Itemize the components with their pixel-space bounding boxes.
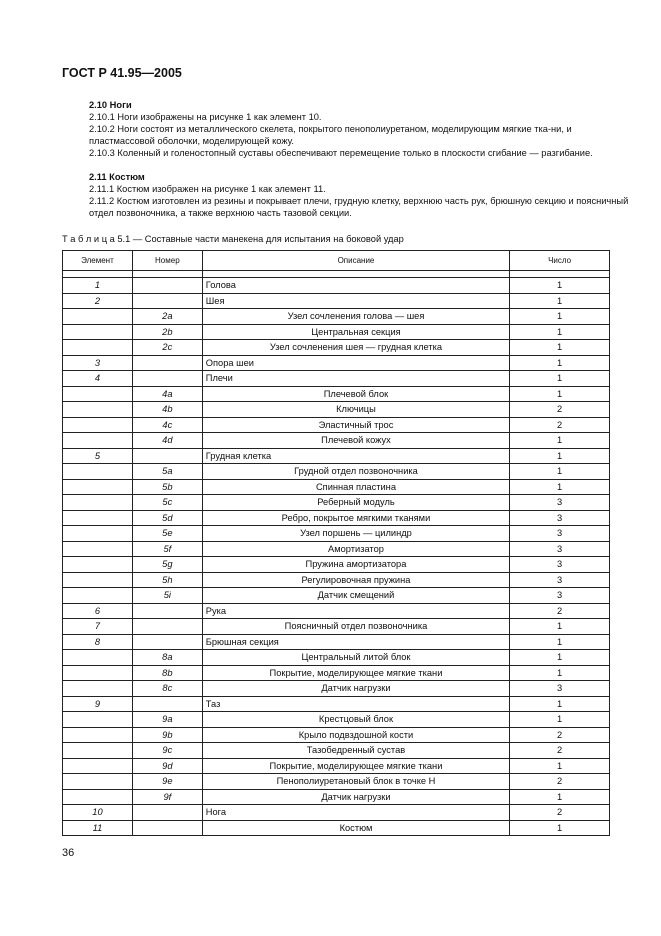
cell-element: [63, 681, 133, 697]
cell-number: 4c: [132, 417, 202, 433]
cell-element: [63, 464, 133, 480]
cell-count: 1: [510, 758, 610, 774]
cell-description: Центральный литой блок: [202, 650, 509, 666]
cell-description: Реберный модуль: [202, 495, 509, 511]
cell-description: Голова: [202, 278, 509, 294]
cell-element: [63, 712, 133, 728]
paragraph: 2.10.1 Ноги изображены на рисунке 1 как элемент 10.: [89, 112, 322, 122]
cell-description: Нога: [202, 805, 509, 821]
table-row: [63, 758, 610, 774]
table-row: [63, 681, 610, 697]
cell-count: 3: [510, 495, 610, 511]
cell-count: 1: [510, 820, 610, 836]
paragraph: 2.11.1 Костюм изображен на рисунке 1 как элемент 11.: [89, 184, 326, 194]
cell-element: [63, 510, 133, 526]
cell-element: [63, 572, 133, 588]
cell-count: 2: [510, 417, 610, 433]
cell-count: 3: [510, 510, 610, 526]
cell-count: 3: [510, 588, 610, 604]
cell-description: Плечевой кожух: [202, 433, 509, 449]
table-row: [63, 417, 610, 433]
document-header: ГОСТ Р 41.95—2005: [62, 66, 182, 80]
cell-number: [132, 820, 202, 836]
cell-description: Шея: [202, 293, 509, 309]
cell-count: 1: [510, 665, 610, 681]
cell-count: 3: [510, 526, 610, 542]
cell-element: [63, 495, 133, 511]
cell-number: 8a: [132, 650, 202, 666]
cell-element: 10: [63, 805, 133, 821]
cell-description: Крестцовый блок: [202, 712, 509, 728]
cell-number: 5a: [132, 464, 202, 480]
paragraph: 2.10.2 Ноги состоят из металлического скелета, покрытого пенополиуретаном, моделирующим мягкие тка-ни, и пластмассовой оболочки, моделирующей кожу.: [89, 124, 572, 147]
cell-description: Датчик нагрузки: [202, 789, 509, 805]
table-caption: Т а б л и ц а 5.1 — Составные части манекена для испытания на боковой удар: [62, 234, 404, 244]
cell-element: [63, 557, 133, 573]
cell-description: Покрытие, моделирующее мягкие ткани: [202, 665, 509, 681]
cell-element: 11: [63, 820, 133, 836]
cell-number: 9b: [132, 727, 202, 743]
cell-number: [132, 293, 202, 309]
cell-element: [63, 309, 133, 325]
cell-number: [132, 448, 202, 464]
cell-count: 1: [510, 712, 610, 728]
table-row: [63, 526, 610, 542]
cell-element: [63, 324, 133, 340]
cell-element: [63, 417, 133, 433]
table-row: [63, 309, 610, 325]
table-row: [63, 371, 610, 387]
cell-element: 4: [63, 371, 133, 387]
table-row: [63, 293, 610, 309]
cell-count: 1: [510, 355, 610, 371]
table-row: [63, 774, 610, 790]
cell-description: Ключицы: [202, 402, 509, 418]
cell-element: 6: [63, 603, 133, 619]
cell-count: 1: [510, 371, 610, 387]
cell-number: [132, 619, 202, 635]
cell-element: 3: [63, 355, 133, 371]
table-row: [63, 479, 610, 495]
cell-count: 1: [510, 619, 610, 635]
cell-number: 9f: [132, 789, 202, 805]
cell-count: 1: [510, 650, 610, 666]
cell-count: 2: [510, 402, 610, 418]
cell-element: [63, 588, 133, 604]
cell-number: 4a: [132, 386, 202, 402]
table-row: [63, 743, 610, 759]
section-heading-suit: 2.11 Костюм: [89, 172, 145, 182]
table-row: [63, 340, 610, 356]
cell-count: 2: [510, 774, 610, 790]
section-heading-legs: 2.10 Ноги: [89, 100, 132, 110]
cell-description: Узел сочленения голова — шея: [202, 309, 509, 325]
header-description: Описание: [202, 251, 509, 271]
cell-description: Датчик нагрузки: [202, 681, 509, 697]
table-row: [63, 386, 610, 402]
cell-element: [63, 650, 133, 666]
table-row: [63, 820, 610, 836]
cell-number: 5h: [132, 572, 202, 588]
cell-count: 3: [510, 681, 610, 697]
cell-number: [132, 355, 202, 371]
cell-description: Ребро, покрытое мягкими тканями: [202, 510, 509, 526]
cell-number: 5f: [132, 541, 202, 557]
cell-description: Тазобедренный сустав: [202, 743, 509, 759]
cell-count: 2: [510, 603, 610, 619]
cell-number: [132, 805, 202, 821]
cell-description: Крыло подвздошной кости: [202, 727, 509, 743]
cell-description: Пенополиуретановый блок в точке H: [202, 774, 509, 790]
cell-number: 2a: [132, 309, 202, 325]
table-row: [63, 402, 610, 418]
cell-number: 5b: [132, 479, 202, 495]
cell-count: 1: [510, 789, 610, 805]
table-row: [63, 541, 610, 557]
table-row: [63, 712, 610, 728]
cell-description: Костюм: [202, 820, 509, 836]
cell-description: Узел сочленения шея — грудная клетка: [202, 340, 509, 356]
cell-element: [63, 402, 133, 418]
cell-number: 5i: [132, 588, 202, 604]
cell-description: Пружина амортизатора: [202, 557, 509, 573]
table-row: [63, 805, 610, 821]
cell-count: 1: [510, 433, 610, 449]
table-row: [63, 789, 610, 805]
table-row: [63, 572, 610, 588]
table-row: [63, 696, 610, 712]
cell-element: 8: [63, 634, 133, 650]
cell-description: Плечевой блок: [202, 386, 509, 402]
cell-element: [63, 541, 133, 557]
cell-element: 1: [63, 278, 133, 294]
table-row: [63, 650, 610, 666]
cell-element: [63, 386, 133, 402]
table-row: [63, 619, 610, 635]
cell-number: [132, 371, 202, 387]
cell-description: Рука: [202, 603, 509, 619]
table-row: [63, 634, 610, 650]
table-row: [63, 727, 610, 743]
cell-description: Опора шеи: [202, 355, 509, 371]
paragraph: 2.10.3 Коленный и голеностопный суставы обеспечивают перемещение только в плоскости сгибание — разгибание.: [89, 148, 593, 158]
cell-number: 9e: [132, 774, 202, 790]
cell-element: 7: [63, 619, 133, 635]
cell-description: Центральная секция: [202, 324, 509, 340]
paragraph: 2.11.2 Костюм изготовлен из резины и покрывает плечи, грудную клетку, верхнюю часть рук, брюшную секцию и поясничный отдел позвоночника, а также верхнюю часть тазовой секции.: [89, 196, 629, 219]
cell-element: [63, 479, 133, 495]
cell-count: 3: [510, 541, 610, 557]
cell-count: 1: [510, 324, 610, 340]
cell-description: Эластичный трос: [202, 417, 509, 433]
cell-number: 2b: [132, 324, 202, 340]
cell-element: 5: [63, 448, 133, 464]
cell-count: 2: [510, 805, 610, 821]
cell-description: Спинная пластина: [202, 479, 509, 495]
components-table: [62, 250, 610, 836]
table-row: [63, 603, 610, 619]
header-number: Номер: [132, 251, 202, 271]
cell-number: 5c: [132, 495, 202, 511]
cell-number: [132, 603, 202, 619]
table-row: [63, 464, 610, 480]
cell-count: 2: [510, 727, 610, 743]
cell-element: [63, 743, 133, 759]
table-row: [63, 278, 610, 294]
cell-count: 1: [510, 278, 610, 294]
cell-description: Плечи: [202, 371, 509, 387]
cell-element: [63, 758, 133, 774]
cell-number: 9a: [132, 712, 202, 728]
cell-element: [63, 727, 133, 743]
cell-number: 9c: [132, 743, 202, 759]
cell-description: Грудная клетка: [202, 448, 509, 464]
page-number: 36: [62, 847, 75, 859]
cell-element: [63, 340, 133, 356]
table-row: [63, 588, 610, 604]
cell-count: 1: [510, 340, 610, 356]
cell-element: [63, 774, 133, 790]
cell-number: [132, 696, 202, 712]
cell-number: 5e: [132, 526, 202, 542]
cell-count: 1: [510, 293, 610, 309]
cell-count: 1: [510, 386, 610, 402]
header-count: Число: [510, 251, 610, 271]
table-row: [63, 495, 610, 511]
cell-count: 1: [510, 448, 610, 464]
cell-count: 1: [510, 464, 610, 480]
cell-count: 2: [510, 743, 610, 759]
cell-element: [63, 789, 133, 805]
cell-count: 3: [510, 557, 610, 573]
cell-count: 1: [510, 479, 610, 495]
cell-count: 1: [510, 696, 610, 712]
cell-element: [63, 665, 133, 681]
cell-number: 4d: [132, 433, 202, 449]
cell-description: Брюшная секция: [202, 634, 509, 650]
header-element: Элемент: [63, 251, 133, 271]
cell-description: Таз: [202, 696, 509, 712]
cell-description: Датчик смещений: [202, 588, 509, 604]
cell-description: Покрытие, моделирующее мягкие ткани: [202, 758, 509, 774]
table-row: [63, 510, 610, 526]
table-row: [63, 324, 610, 340]
cell-element: [63, 526, 133, 542]
cell-description: Амортизатор: [202, 541, 509, 557]
cell-number: 8c: [132, 681, 202, 697]
cell-element: 9: [63, 696, 133, 712]
cell-description: Поясничный отдел позвоночника: [202, 619, 509, 635]
table-row: [63, 665, 610, 681]
cell-number: 5d: [132, 510, 202, 526]
cell-element: 2: [63, 293, 133, 309]
cell-number: [132, 634, 202, 650]
cell-number: 5g: [132, 557, 202, 573]
cell-number: 4b: [132, 402, 202, 418]
cell-number: 8b: [132, 665, 202, 681]
cell-element: [63, 433, 133, 449]
cell-number: 2c: [132, 340, 202, 356]
cell-number: 9d: [132, 758, 202, 774]
cell-description: Регулировочная пружина: [202, 572, 509, 588]
table-row: [63, 448, 610, 464]
cell-description: Узел поршень — цилиндр: [202, 526, 509, 542]
table-row: [63, 557, 610, 573]
cell-count: 1: [510, 634, 610, 650]
table-spacer-row: [63, 271, 610, 278]
table-row: [63, 355, 610, 371]
cell-description: Грудной отдел позвоночника: [202, 464, 509, 480]
cell-number: [132, 278, 202, 294]
table-row: [63, 433, 610, 449]
cell-count: 1: [510, 309, 610, 325]
table-header-row: [63, 251, 610, 271]
cell-count: 3: [510, 572, 610, 588]
